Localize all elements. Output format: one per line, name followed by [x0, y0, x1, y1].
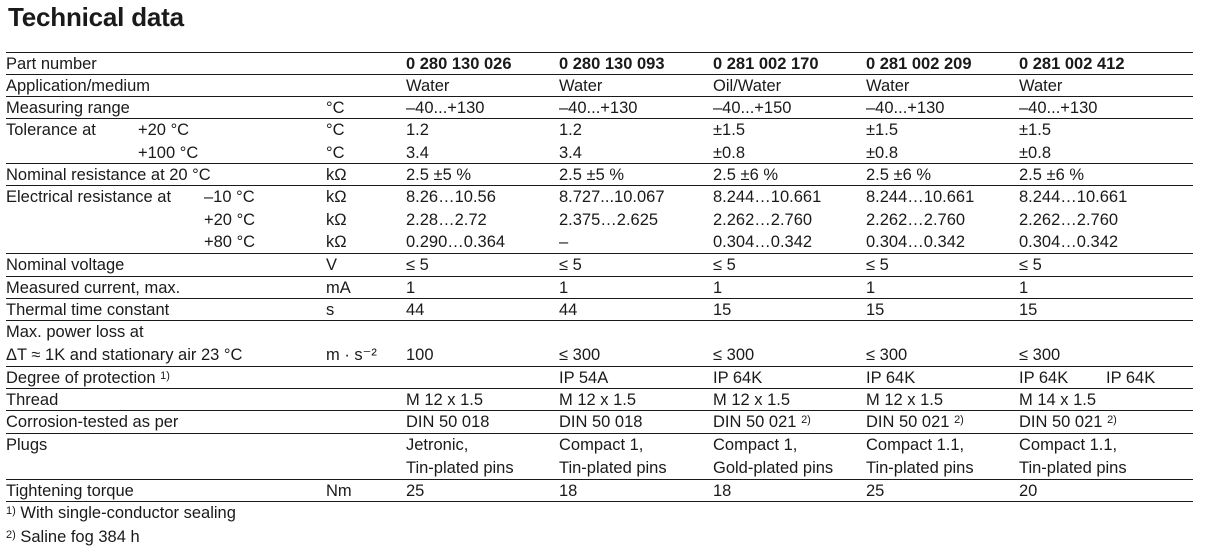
value-text: ±0.8 [866, 143, 898, 162]
value-text: 0 281 002 209 [866, 55, 972, 73]
value-cell [559, 389, 636, 411]
value-cell [866, 277, 875, 299]
label-text: Tightening torque [6, 482, 134, 500]
row-label [6, 53, 97, 75]
value-cell [1019, 231, 1118, 253]
label-text: Plugs [6, 436, 48, 454]
value-cell [713, 389, 790, 411]
value-text: 8.26…10.56 [406, 188, 496, 206]
value-text: ±1.5 [1019, 121, 1051, 139]
value-cell [866, 231, 965, 253]
value-cell [406, 164, 471, 186]
value-text: –40...+130 [406, 99, 485, 117]
value-text: 2.5 ±5 % [406, 166, 472, 184]
value-cell [866, 164, 931, 186]
value-cell [406, 299, 424, 321]
value-text: 1 [713, 279, 723, 297]
label-text: Corrosion-tested as per [6, 413, 179, 431]
value-text: M 12 x 1.5 [559, 391, 637, 409]
value-cell [866, 186, 974, 208]
value-text: 2.5 ±6 % [1019, 166, 1085, 184]
value-cell [713, 434, 797, 456]
value-cell [406, 186, 496, 208]
table-row-corrosion-tested [6, 410, 1193, 434]
value-text: –40...+130 [866, 99, 945, 117]
table-row-measured-current [6, 276, 1193, 299]
value-text: ≤ 5 [406, 256, 429, 274]
value-text: 8.727...10.067 [559, 188, 665, 206]
value-text: 0 281 002 412 [1019, 55, 1125, 73]
value-cell [406, 344, 434, 366]
value-cell [559, 97, 637, 119]
row-unit: °C [326, 121, 345, 139]
value-text: Compact 1, [713, 436, 798, 454]
value-text: 44 [406, 301, 425, 319]
value-text: 1.2 [559, 121, 582, 139]
value-text: Compact 1.1, [1019, 436, 1118, 454]
value-cell [866, 389, 943, 411]
value-text: –40...+130 [1019, 99, 1098, 117]
value-cell [866, 344, 907, 366]
row-unit: kΩ [326, 233, 347, 251]
label-text: Measuring range [6, 99, 130, 117]
row-unit: Nm [326, 482, 352, 500]
table-row-degree-of-protection [6, 366, 1193, 389]
value-cell [406, 53, 512, 75]
page-title: Technical data [8, 2, 184, 32]
value-cell [713, 254, 736, 276]
value-cell [1019, 75, 1062, 97]
value-cell [713, 367, 762, 389]
value-text: Compact 1.1, [866, 436, 965, 454]
value-text: Gold-plated pins [713, 458, 834, 477]
table-row-part-number [6, 52, 1193, 75]
value-text: 2.262…2.760 [1019, 210, 1119, 229]
value-cell [1019, 53, 1125, 75]
value-text: Water [406, 77, 450, 95]
footnote-text: Saline fog 384 h [20, 528, 140, 546]
value-cell-extra: IP 64K [1106, 369, 1156, 387]
value-text: 2.262…2.760 [866, 210, 966, 229]
row-unit: V [326, 256, 338, 274]
table-row-thread [6, 388, 1193, 411]
value-text: 100 [406, 345, 434, 364]
value-text: 18 [713, 482, 732, 500]
value-cell [559, 254, 582, 276]
row-unit: kΩ [326, 210, 347, 229]
row-label [6, 367, 170, 389]
value-text: M 12 x 1.5 [713, 391, 791, 409]
value-cell [559, 119, 582, 141]
value-cell [1019, 367, 1068, 389]
value-text: Oil/Water [713, 77, 782, 95]
value-text: DIN 50 018 [559, 413, 643, 431]
value-text: Compact 1, [559, 436, 644, 454]
value-text: ≤ 300 [559, 345, 601, 364]
value-text: 8.244…10.661 [713, 188, 822, 206]
value-cell [1019, 209, 1118, 231]
table-row-max-power-loss [6, 320, 1193, 367]
value-cell [406, 254, 429, 276]
footnote [6, 502, 236, 524]
row-label [6, 75, 150, 97]
value-cell [713, 164, 778, 186]
value-text: ±1.5 [866, 121, 898, 139]
value-cell [1019, 480, 1037, 502]
value-cell [559, 299, 577, 321]
label-text: Thermal time constant [6, 301, 170, 319]
value-cell [713, 209, 812, 231]
value-text: Tin-plated pins [406, 458, 514, 477]
value-text: –40...+130 [559, 99, 638, 117]
value-cell [559, 209, 658, 231]
value-cell [1019, 254, 1042, 276]
value-cell [559, 277, 568, 299]
value-cell [866, 299, 884, 321]
value-cell [406, 231, 505, 253]
row-sublabel: +100 °C [138, 143, 199, 162]
value-text: ±0.8 [1019, 143, 1051, 162]
value-text: 0 280 130 093 [559, 55, 665, 73]
value-text: DIN 50 021 [1019, 413, 1103, 431]
value-text: 15 [866, 301, 885, 319]
value-cell [406, 411, 489, 433]
value-text: ±1.5 [713, 121, 745, 139]
row-unit: m · s⁻² [326, 345, 377, 364]
table-row-electrical-resistance [6, 185, 1193, 254]
value-cell [866, 411, 964, 433]
row-label [6, 321, 144, 343]
value-cell [1019, 142, 1051, 164]
value-cell [713, 53, 819, 75]
value-text: Water [866, 77, 910, 95]
value-cell [406, 209, 487, 231]
value-text: –40...+150 [713, 99, 792, 117]
value-text: ≤ 5 [713, 256, 736, 274]
row-label [6, 299, 169, 321]
value-cell [406, 75, 449, 97]
table-row-measuring-range [6, 96, 1193, 119]
value-text: 8.244…10.661 [1019, 188, 1128, 206]
value-cell [713, 457, 833, 479]
value-text: IP 64K [713, 369, 763, 387]
value-text: M 14 x 1.5 [1019, 391, 1097, 409]
value-cell [866, 119, 898, 141]
label-text: Tolerance at [6, 121, 96, 139]
value-cell [713, 299, 731, 321]
label-text: Part number [6, 55, 97, 73]
value-text: 15 [1019, 301, 1038, 319]
footnote-ref: 1) [160, 370, 170, 382]
label-text: Application/medium [6, 77, 150, 95]
value-text: 0.304…0.342 [866, 233, 966, 251]
value-cell [713, 119, 745, 141]
row-sublabel: –10 °C [204, 188, 255, 206]
value-text: 3.4 [559, 143, 582, 162]
value-text: Tin-plated pins [559, 458, 667, 477]
row-unit: mA [326, 279, 351, 297]
value-cell [866, 209, 965, 231]
value-cell [406, 97, 484, 119]
footnote-ref: 2) [954, 414, 964, 426]
value-cell [406, 277, 415, 299]
value-cell [406, 389, 483, 411]
value-cell [406, 480, 424, 502]
value-text: 2.5 ±5 % [559, 166, 625, 184]
value-text: 1 [1019, 279, 1029, 297]
value-cell [866, 53, 972, 75]
value-text: 1 [559, 279, 569, 297]
label-text: Nominal resistance at 20 °C [6, 166, 211, 184]
footnote-ref: 2) [1107, 414, 1117, 426]
value-text: Water [559, 77, 603, 95]
value-cell [713, 231, 812, 253]
value-text: 1.2 [406, 121, 429, 139]
value-cell [559, 231, 568, 253]
value-cell [406, 457, 514, 479]
value-cell [1019, 344, 1060, 366]
value-cell [866, 97, 944, 119]
value-text: 2.28…2.72 [406, 210, 487, 229]
value-cell [1019, 277, 1028, 299]
value-text: 2.375…2.625 [559, 210, 659, 229]
value-text: – [559, 233, 569, 251]
value-cell [406, 434, 468, 456]
value-text: 20 [1019, 482, 1038, 500]
value-cell [1019, 457, 1127, 479]
value-text: ≤ 300 [713, 345, 755, 364]
label-text: Max. power loss at [6, 323, 144, 341]
value-cell [1019, 97, 1097, 119]
row-sublabel: +80 °C [204, 233, 256, 251]
value-text: 0.304…0.342 [1019, 233, 1119, 251]
value-cell [406, 119, 429, 141]
value-text: 1 [406, 279, 416, 297]
row-label [6, 97, 130, 119]
value-text: DIN 50 021 [713, 413, 797, 431]
value-cell [559, 75, 602, 97]
value-text: ≤ 5 [559, 256, 582, 274]
label-text: Thread [6, 391, 59, 409]
value-text: ±0.8 [713, 143, 745, 162]
row-unit: s [326, 301, 335, 319]
value-cell [1019, 119, 1051, 141]
value-cell [559, 53, 665, 75]
value-text: ≤ 5 [866, 256, 889, 274]
value-cell [713, 97, 791, 119]
table-row-thermal-time-constant [6, 298, 1193, 321]
table-row-plugs [6, 433, 1193, 480]
row-label [6, 480, 134, 502]
value-cell [713, 480, 731, 502]
value-text: IP 54A [559, 369, 609, 387]
value-cell [713, 142, 745, 164]
value-text: Tin-plated pins [1019, 458, 1127, 477]
value-text: M 12 x 1.5 [406, 391, 484, 409]
value-text: DIN 50 021 [866, 413, 950, 431]
value-text: 2.262…2.760 [713, 210, 813, 229]
value-text: 15 [713, 301, 732, 319]
value-text: 18 [559, 482, 578, 500]
value-text: ≤ 5 [1019, 256, 1042, 274]
value-text: 3.4 [406, 143, 429, 162]
row-label [6, 254, 124, 276]
row-label [6, 277, 180, 299]
value-text: 0 281 002 170 [713, 55, 819, 73]
label-text: Degree of protection [6, 369, 156, 387]
value-text: 1 [866, 279, 876, 297]
table-row-application [6, 74, 1193, 97]
row-unit: °C [326, 99, 345, 117]
value-cell [713, 411, 811, 433]
value-cell [866, 75, 909, 97]
table-row-tolerance [6, 118, 1193, 164]
value-text: Tin-plated pins [866, 458, 974, 477]
label-text: ΔT ≈ 1K and stationary air 23 °C [6, 345, 243, 364]
row-sublabel: +20 °C [138, 121, 190, 139]
value-cell [559, 411, 642, 433]
value-text: 25 [406, 482, 425, 500]
row-unit: kΩ [326, 188, 347, 206]
value-cell [866, 480, 884, 502]
value-cell [866, 254, 889, 276]
value-cell [713, 75, 781, 97]
value-cell [1019, 411, 1117, 433]
value-cell [866, 142, 898, 164]
row-sublabel: +20 °C [204, 210, 256, 229]
value-cell [713, 277, 722, 299]
row-label [6, 344, 242, 366]
value-text: 0 280 130 026 [406, 55, 512, 73]
label-text: Measured current, max. [6, 279, 181, 297]
footnote-text: With single-conductor sealing [20, 504, 236, 522]
value-cell [559, 186, 665, 208]
value-cell [713, 186, 821, 208]
value-text: ≤ 300 [1019, 345, 1061, 364]
table-row-tightening-torque [6, 479, 1193, 502]
footnote-mark: 1) [6, 505, 16, 517]
value-text: 0.290…0.364 [406, 233, 506, 251]
row-label [6, 186, 171, 208]
value-cell [559, 367, 608, 389]
footnote [6, 526, 140, 548]
value-cell [866, 434, 964, 456]
row-label [6, 119, 96, 141]
value-cell [559, 344, 600, 366]
value-text: 0.304…0.342 [713, 233, 813, 251]
value-cell [559, 480, 577, 502]
value-cell [866, 457, 974, 479]
row-label [6, 389, 58, 411]
value-cell [406, 142, 429, 164]
value-text: M 12 x 1.5 [866, 391, 944, 409]
value-text: 8.244…10.661 [866, 188, 975, 206]
table-row-nominal-resistance [6, 163, 1193, 186]
value-text: ≤ 300 [866, 345, 908, 364]
footnote-ref: 2) [801, 414, 811, 426]
value-cell [713, 344, 754, 366]
row-label [6, 434, 47, 456]
value-text: Water [1019, 77, 1063, 95]
value-cell [866, 367, 915, 389]
value-text: 2.5 ±6 % [713, 166, 779, 184]
row-label [6, 164, 211, 186]
value-cell [559, 434, 643, 456]
value-cell [559, 142, 582, 164]
value-text: IP 64K [1019, 369, 1069, 387]
value-text: IP 64K [866, 369, 916, 387]
row-unit: kΩ [326, 166, 347, 184]
table-row-nominal-voltage [6, 253, 1193, 277]
value-text: 44 [559, 301, 578, 319]
row-label [6, 411, 178, 433]
row-unit: °C [326, 143, 345, 162]
value-text: 2.5 ±6 % [866, 166, 932, 184]
label-text: Nominal voltage [6, 256, 125, 274]
value-cell [1019, 389, 1096, 411]
value-cell [1019, 186, 1127, 208]
footnote-mark: 2) [6, 529, 16, 541]
value-cell [559, 164, 624, 186]
value-text: Jetronic, [406, 436, 469, 454]
value-cell [559, 457, 667, 479]
label-text: Electrical resistance at [6, 188, 172, 206]
value-text: 25 [866, 482, 885, 500]
value-cell [1019, 299, 1037, 321]
value-text: DIN 50 018 [406, 413, 490, 431]
value-cell [1019, 434, 1117, 456]
value-cell [1019, 164, 1084, 186]
